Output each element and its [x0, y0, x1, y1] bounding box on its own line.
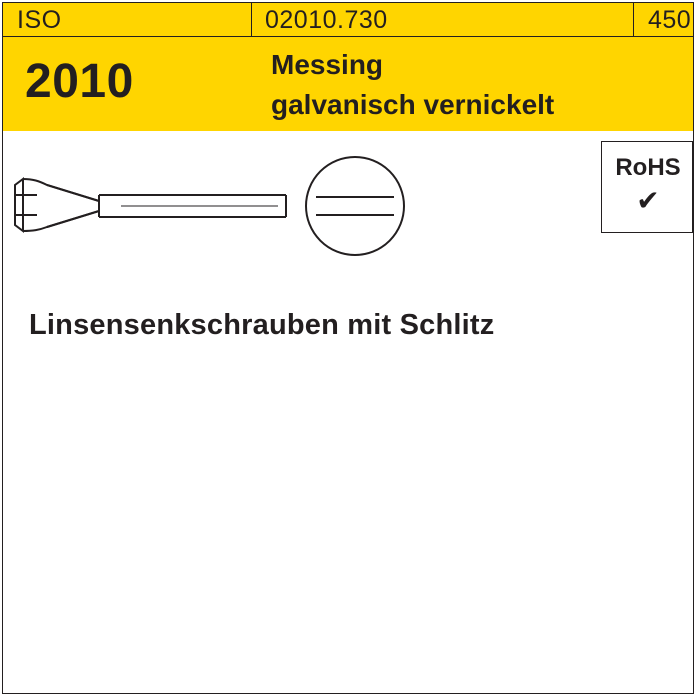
rohs-label: RoHS: [615, 154, 681, 181]
quantity: 450: [648, 6, 692, 34]
screw-side-view: [15, 179, 286, 231]
header-separator-left: [251, 3, 252, 36]
screw-drawing-svg: [3, 133, 693, 283]
product-caption: Linsensenkschrauben mit Schlitz: [29, 309, 495, 341]
label-card: [2, 2, 694, 694]
material-line-2: galvanisch vernickelt: [271, 89, 555, 120]
header-divider: [3, 36, 693, 37]
material-line-1: Messing: [271, 49, 384, 80]
header-separator-right: [633, 3, 634, 36]
check-icon: ✔: [636, 185, 660, 216]
article-number: 02010.730: [265, 6, 388, 34]
header-band: [3, 3, 693, 131]
standard-prefix: ISO: [17, 6, 62, 34]
screw-head-top-view: [306, 157, 404, 255]
technical-drawing: [3, 133, 693, 283]
standard-number: 2010: [25, 55, 134, 108]
